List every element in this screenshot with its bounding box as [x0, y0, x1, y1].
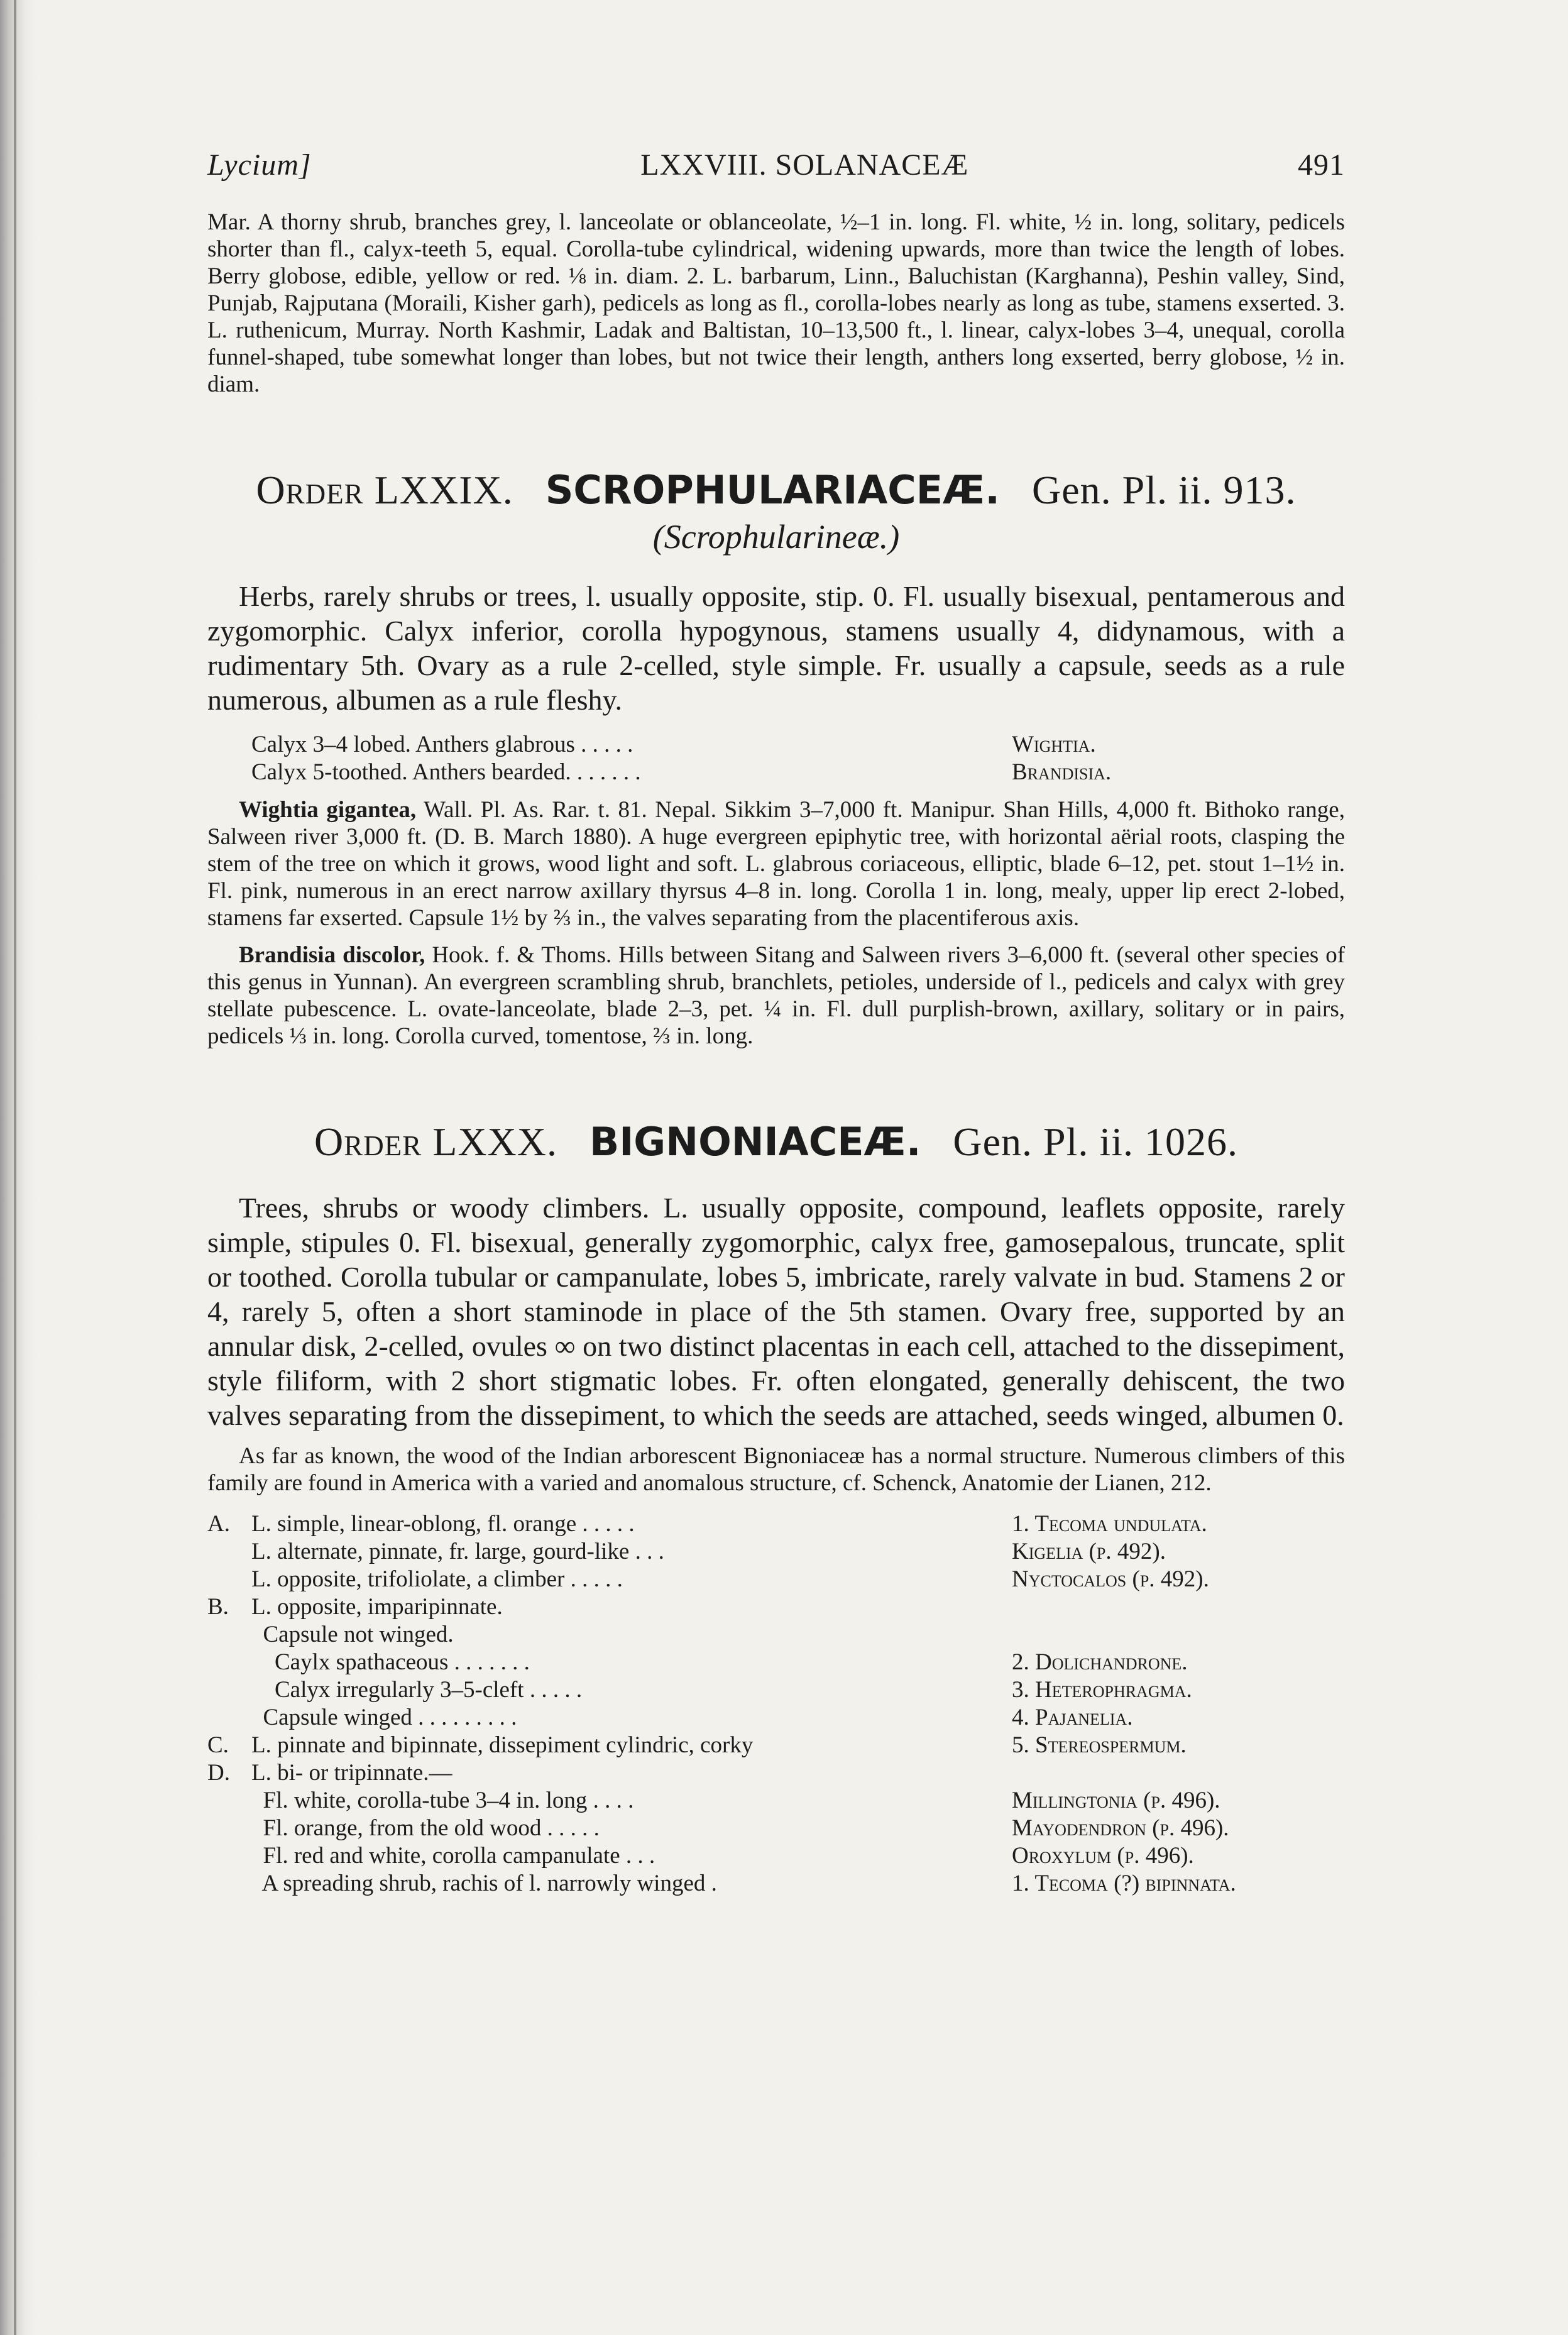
key-text: Fl. red and white, corolla campanulate . . . [251, 1843, 655, 1869]
order-79-subtitle: (Scrophularineæ.) [652, 518, 900, 556]
key-text: L. opposite, trifoliolate, a climber . . . . . [251, 1566, 623, 1592]
key-text: Fl. orange, from the old wood . . . . . [251, 1815, 600, 1841]
key-text: L. bi- or tripinnate.— [251, 1760, 452, 1786]
wightia-text: Wall. Pl. As. Rar. t. 81. Nepal. Sikkim 3–7,000 ft. Manipur. Shan Hills, 4,000 ft. Bithoko range, Salween river 3,000 ft. (D. B. March 1880). A huge evergreen epiphytic tree, with horizontal aërial roots, clasping the stem of the tree on which it grows, wood light and soft. L. glabrous coriaceous, elliptic, blade 6–12, pet. stout 1–1½ in. Fl. pink, numerous in an erect narrow axillary thyrsus 4–8 in. long. Corolla 1 in. long, mealy, upper lip erect 2-lobed, stamens far exserted. Capsule 1½ by ⅔ in., the valves separating from the placentiferous axis. [207, 797, 1345, 931]
key-row [207, 1704, 1345, 1732]
brandisia-entry [207, 942, 1345, 1050]
key-text: A spreading shrub, rachis of l. narrowly winged . [251, 1871, 717, 1896]
order-80-label: Order [314, 1119, 422, 1164]
scan-edge-line [14, 0, 16, 2335]
running-head-center: LXXVIII. SOLANACEÆ [640, 148, 969, 182]
order-79-key [207, 731, 1345, 786]
order-80-heading [207, 1119, 1345, 1165]
key-text: L. alternate, pinnate, fr. large, gourd-like . . . [251, 1539, 664, 1564]
key-result: Oroxylum (p. 496). [1012, 1843, 1194, 1869]
key-result [1012, 1593, 1345, 1621]
scan-edge [0, 0, 38, 2335]
key-text: L. opposite, imparipinnate. [251, 1594, 503, 1620]
key-text: Fl. white, corolla-tube 3–4 in. long . . . . [251, 1788, 634, 1813]
order-79-number: LXXIX. [374, 468, 513, 512]
brandisia-name: Brandisia discolor, [239, 942, 425, 968]
key-text: L. simple, linear-oblong, fl. orange . . . . . [251, 1511, 635, 1537]
key-row [207, 759, 1345, 786]
key-result: Kigelia (p. 492). [1012, 1539, 1166, 1564]
order-80-family: BIGNONIACEÆ. [589, 1119, 921, 1165]
order-79-label: Order [256, 468, 364, 512]
key-row [207, 1787, 1345, 1815]
key-result: Wightia. [1012, 732, 1096, 757]
order-79-description: Herbs, rarely shrubs or trees, l. usually opposite, stip. 0. Fl. usually bisexual, pentamerous and zygomorphic. Calyx inferior, corolla hypogynous, stamens usually 4, didynamous, with a rudimentary 5th. Ovary as a rule 2-celled, style simple. Fr. usually a capsule, seeds as a rule numerous, albumen as a rule fleshy. [207, 580, 1345, 716]
key-text: Calyx 3–4 lobed. Anthers glabrous . . . . . [251, 732, 633, 757]
key-text: Capsule winged . . . . . . . . . [251, 1705, 517, 1730]
key-row [207, 1842, 1345, 1870]
order-80-description: Trees, shrubs or woody climbers. L. usually opposite, compound, leaflets opposite, rarely simple, stipules 0. Fl. bisexual, generally zygomorphic, calyx free, gamosepalous, truncate, split or toothed. Corolla tubular or campanulate, lobes 5, imbricate, rarely valvate in bud. Stamens 2 or 4, rarely 5, often a short staminode in place of the 5th stamen. Ovary free, supported by an annular disk, 2-celled, ovules ∞ on two distinct placentas in each cell, attached to the dissepiment, style filiform, with 2 short stigmatic lobes. Fr. often elongated, generally dehiscent, the two valves separating from the dissepiment, to which the seeds are attached, seeds winged, albumen 0. [207, 1192, 1345, 1431]
key-row: A. L. simple, linear-oblong, fl. orange . . . . . 1. Tecoma undulata. [207, 1510, 1345, 1538]
key-row [207, 1538, 1345, 1566]
key-row [207, 1870, 1345, 1898]
wightia-entry [207, 796, 1345, 931]
key-row [207, 1649, 1345, 1676]
key-result: Mayodendron (p. 496). [1012, 1815, 1229, 1841]
key-result: Brandisia. [1012, 759, 1112, 785]
key-result [1012, 1621, 1345, 1649]
order-80-ref: Gen. Pl. ii. 1026. [953, 1119, 1238, 1164]
key-result: Millingtonia (p. 496). [1012, 1788, 1220, 1813]
key-row: B. L. opposite, imparipinnate. [207, 1593, 1345, 1621]
key-text: Calyx irregularly 3–5-cleft . . . . . [251, 1677, 583, 1703]
brandisia-text: Hook. f. & Thoms. Hills between Sitang and Salween rivers 3–6,000 ft. (several other species of this genus in Yunnan). An evergreen scrambling shrub, branchlets, petioles, underside of l., pedicels and calyx with grey stellate pubescence. L. ovate-lanceolate, blade 2–3, pet. ¼ in. Fl. dull purplish-brown, axillary, solitary or in pairs, pedicels ⅓ in. long. Corolla curved, tomentose, ⅔ in. long. [207, 942, 1346, 1049]
key-row [207, 1815, 1345, 1842]
order-79-heading [207, 467, 1345, 514]
page-content [207, 148, 1345, 1906]
key-row: C. L. pinnate and bipinnate, dissepiment cylindric, corky 5. Stereospermum. [207, 1732, 1345, 1759]
order-80-number: LXXX. [432, 1119, 557, 1164]
key-row [207, 731, 1345, 759]
key-result: 4. Pajanelia. [1012, 1705, 1133, 1730]
key-result: Nyctocalos (p. 492). [1012, 1566, 1209, 1592]
key-result: 1. Tecoma undulata. [1012, 1511, 1207, 1537]
key-row [207, 1621, 1345, 1649]
order-80-note: As far as known, the wood of the Indian arborescent Bignoniaceæ has a normal structure. Numerous climbers of this family are found in America with a varied and anomalous structure, cf. Schenck, Anatomie der Lianen, 212. [207, 1443, 1345, 1496]
key-result: 3. Heterophragma. [1012, 1677, 1192, 1703]
key-result [1012, 1759, 1345, 1787]
key-text: Caylx spathaceous . . . . . . . [251, 1649, 530, 1675]
running-head [207, 148, 1345, 182]
lycium-continuation: Mar. A thorny shrub, branches grey, l. lanceolate or oblanceolate, ½–1 in. long. Fl. white, ½ in. long, solitary, pedicels shorter than fl., calyx-teeth 5, equal. Corolla-tube cylindrical, widening upwards, more than twice the length of lobes. Berry globose, edible, yellow or red. ⅛ in. diam. 2. L. barbarum, Linn., Baluchistan (Karghanna), Peshin valley, Sind, Punjab, Rajputana (Moraili, Kisher garh), pedicels as long as fl., corolla-lobes nearly as long as tube, stamens exserted. 3. L. ruthenicum, Murray. North Kashmir, Ladak and Baltistan, 10–13,500 ft., l. linear, calyx-lobes 3–4, unequal, corolla funnel-shaped, tube somewhat longer than lobes, but not twice their length, anthers long exserted, berry globose, ½ in. diam. [207, 209, 1345, 397]
order-79-ref: Gen. Pl. ii. 913. [1031, 468, 1297, 512]
page-number: 491 [1297, 148, 1345, 182]
key-row [207, 1676, 1345, 1704]
order-79-family: SCROPHULARIACEÆ. [545, 467, 1000, 513]
key-text: Calyx 5-toothed. Anthers bearded. . . . . . . [251, 759, 641, 785]
key-row [207, 1566, 1345, 1593]
key-result: 5. Stereospermum. [1012, 1732, 1187, 1758]
wightia-name: Wightia gigantea, [239, 797, 417, 823]
order-80-key [207, 1510, 1345, 1898]
key-text: L. pinnate and bipinnate, dissepiment cylindric, corky [251, 1732, 754, 1758]
key-text: Capsule not winged. [251, 1622, 454, 1647]
running-head-left: Lycium] [207, 148, 312, 182]
key-result: 1. Tecoma (?) bipinnata. [1012, 1871, 1236, 1896]
key-result: 2. Dolichandrone. [1012, 1649, 1188, 1675]
key-row: D. L. bi- or tripinnate.— [207, 1759, 1345, 1787]
